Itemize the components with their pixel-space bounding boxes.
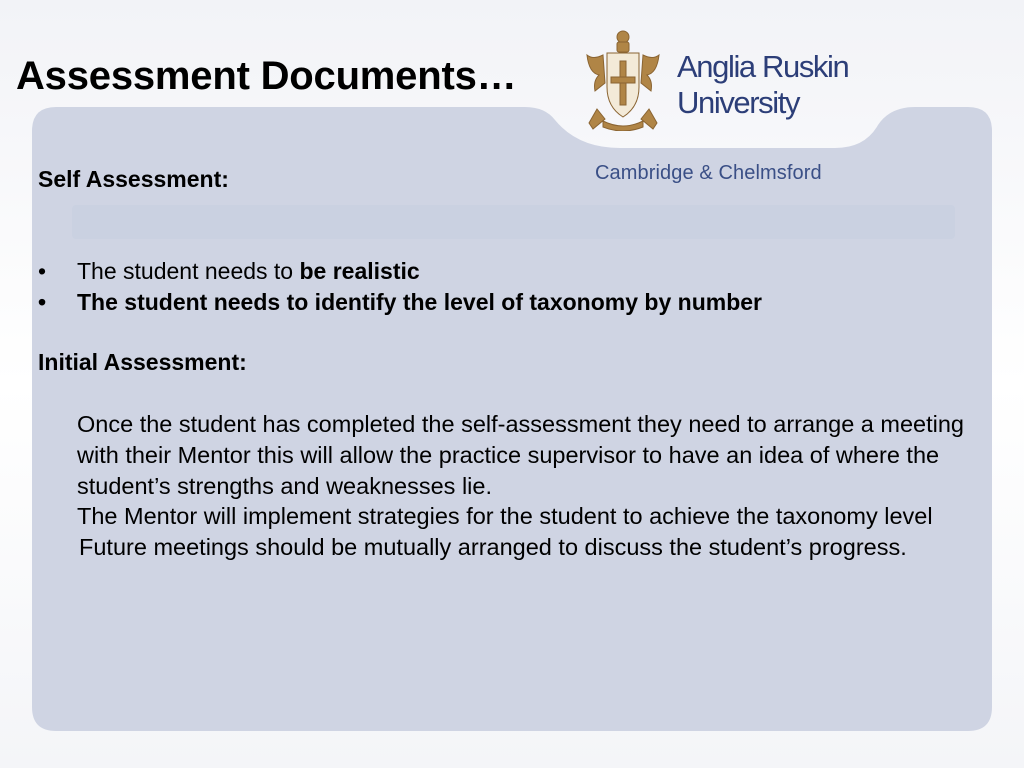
self-assessment-bullets (38, 256, 762, 318)
paragraph: Once the student has completed the self-assessment they need to arrange a meeting with their Mentor this will allow the practice supervisor to have an idea of where the student’s strengths and weaknesses lie. (77, 411, 964, 499)
paragraph: Future meetings should be mutually arranged to discuss the student’s progress. (79, 534, 907, 561)
logo-wordmark-line2: University (677, 85, 800, 120)
logo-wordmark-line1: Anglia Ruskin (677, 49, 849, 84)
bullet-text: The student needs to (77, 258, 300, 284)
list-item (38, 287, 762, 318)
bullet-text: The student needs to identify the level of taxonomy by number (77, 289, 762, 315)
paragraph: The Mentor will implement strategies for the student to achieve the taxonomy level (77, 503, 933, 530)
university-logo (583, 25, 883, 135)
crest-icon (583, 25, 663, 131)
initial-assessment-body (77, 409, 977, 563)
bullet-emphasis: be realistic (299, 258, 420, 284)
section-divider (72, 205, 955, 239)
slide-title: Assessment Documents… (16, 54, 517, 98)
bullet-icon: • (38, 289, 47, 315)
self-assessment-heading: Self Assessment: (38, 166, 229, 192)
bullet-icon: • (38, 258, 47, 284)
campus-text: Cambridge & Chelmsford (595, 162, 822, 184)
initial-assessment-heading: Initial Assessment: (38, 349, 247, 375)
list-item (38, 256, 762, 287)
